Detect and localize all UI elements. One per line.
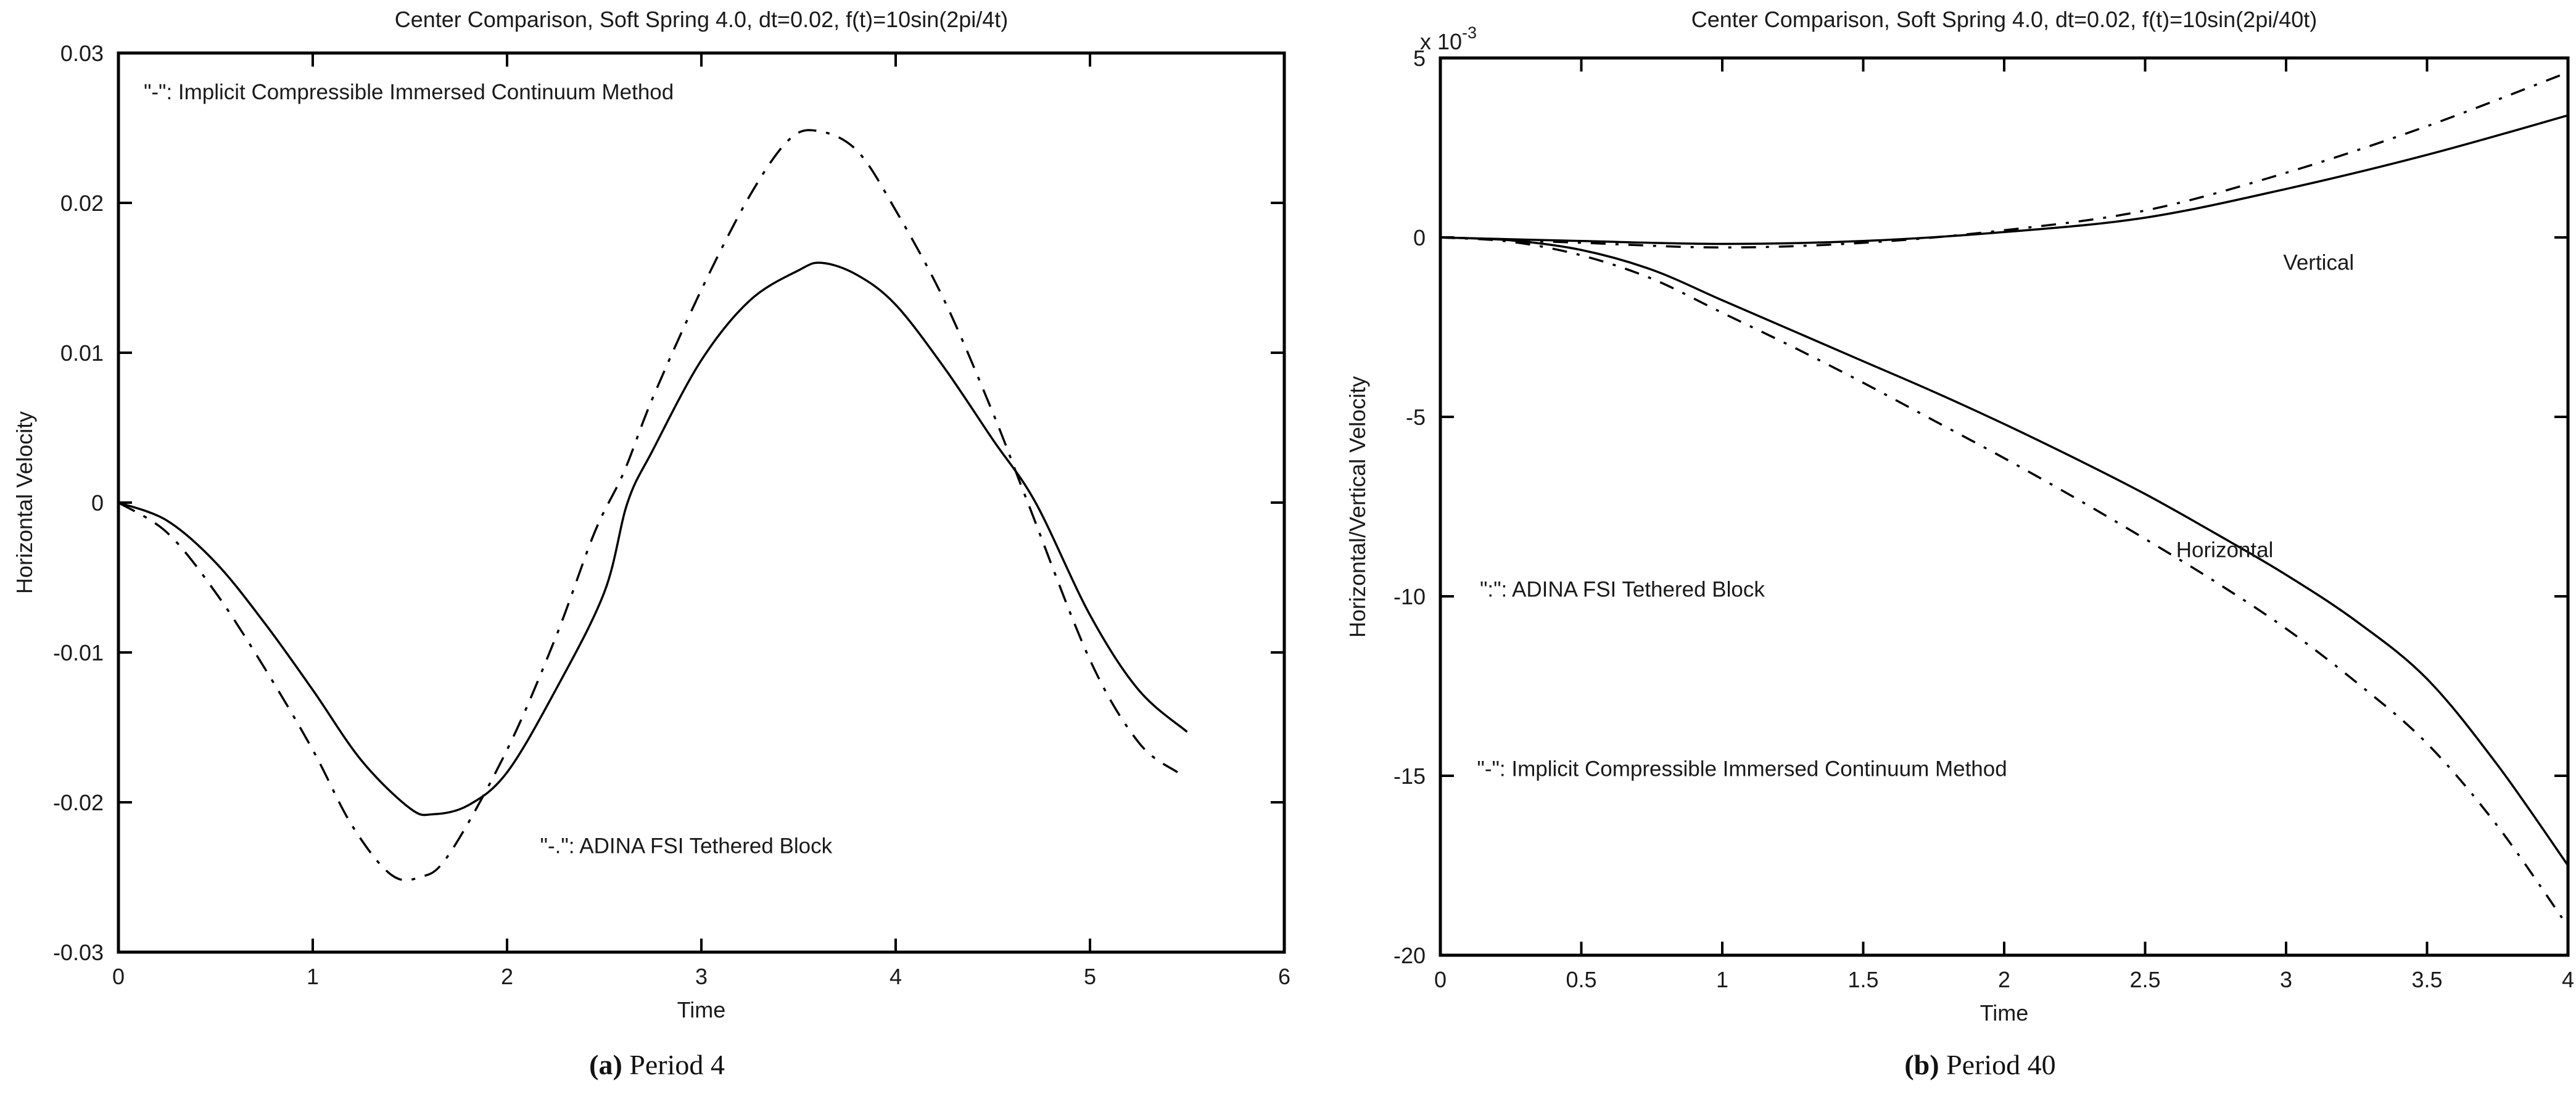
plot-b-ytick-label: -10 [1393, 584, 1426, 609]
plot-a-title: Center Comparison, Soft Spring 4.0, dt=0.02, f(t)=10sin(2pi/4t) [394, 7, 1009, 32]
plot-a-axes-box [118, 53, 1284, 952]
plot-a-ylabel: Horizontal Velocity [12, 411, 37, 594]
plot-b-series-solid [1440, 115, 2568, 244]
plot-a-xtick-label: 4 [889, 964, 902, 989]
caption-b [1904, 1048, 2055, 1081]
plot-b-ytick-label: -20 [1393, 943, 1426, 968]
plot-b-series-dotted [1440, 72, 2568, 247]
plot-b-annotation-legend-solid: "-": Implicit Compressible Immersed Continuum Method [1477, 757, 2007, 781]
plot-a-series-dash-dot [118, 130, 1178, 880]
plot-b-axes-box [1440, 58, 2568, 955]
plot-b-xtick-label: 2 [1997, 967, 2011, 992]
plot-b-ytick-label: -5 [1405, 405, 1426, 430]
plot-b-xtick-label: 0 [1434, 967, 1447, 992]
plot-b-ytick-label: -15 [1393, 763, 1426, 789]
plot-a-ytick-label: 0.02 [60, 191, 104, 216]
plot-a-ytick-label: -0.02 [52, 790, 104, 815]
caption-a [589, 1048, 725, 1081]
plot-a-ytick-label: -0.01 [52, 640, 104, 665]
plot-a-annotation-legend-solid: "-": Implicit Compressible Immersed Continuum Method [143, 80, 674, 105]
caption-b-text: Period 40 [1939, 1049, 2056, 1080]
plot-b-xtick-label: 3.5 [2411, 967, 2443, 992]
plot-a-series-solid [118, 263, 1187, 815]
plot-b-xtick-label: 3 [2279, 967, 2293, 992]
plot-b-ytick-label: 0 [1413, 225, 1426, 250]
plot-a-xtick-label: 6 [1278, 964, 1291, 989]
plot-b-annotation-label-horizontal: Horizontal [2176, 538, 2274, 562]
plot-b-title: Center Comparison, Soft Spring 4.0, dt=0.02, f(t)=10sin(2pi/40t) [1691, 7, 2318, 32]
plot-a-xtick-label: 2 [500, 964, 514, 989]
plot-b-xtick-label: 4 [2561, 967, 2575, 992]
plot-a-ytick-label: -0.03 [52, 940, 104, 965]
caption-a-label: (a) [589, 1049, 622, 1080]
plot-a-xtick-label: 1 [306, 964, 320, 989]
plot-a-ytick-label: 0.03 [60, 41, 104, 66]
plot-a-annotation-legend-dashdot: "-.": ADINA FSI Tethered Block [540, 834, 833, 858]
plot-a-xtick-label: 5 [1083, 964, 1097, 989]
plot-b-xtick-label: 2.5 [2129, 967, 2161, 992]
plot-b-xtick-label: 1.5 [1847, 967, 1879, 992]
plot-a-xtick-label: 0 [112, 964, 125, 989]
plot-b-xtick-label: 0.5 [1566, 967, 1597, 992]
y-multiplier-exponent: -3 [1462, 23, 1477, 42]
plot-a-xlabel: Time [677, 997, 726, 1022]
plot-b-y-multiplier [1420, 23, 1477, 54]
y-multiplier-base: x 10 [1420, 29, 1463, 54]
plot-b-annotation-legend-dotted: ":": ADINA FSI Tethered Block [1479, 577, 1765, 602]
plot-a-ytick-label: 0 [91, 490, 104, 516]
plot-a-ytick-label: 0.01 [60, 340, 104, 366]
plot-a-xtick-label: 3 [695, 964, 708, 989]
plot-b-ytick-label: 5 [1413, 46, 1426, 71]
plot-b-annotation-label-vertical: Vertical [2283, 250, 2355, 275]
plot-b-xtick-label: 1 [1715, 967, 1729, 992]
caption-a-text: Period 4 [622, 1049, 725, 1080]
plot-b-ylabel: Horizontal/Vertical Velocity [1345, 376, 1370, 638]
plot-b-xlabel: Time [1979, 1000, 2029, 1026]
caption-b-label: (b) [1904, 1049, 1939, 1080]
